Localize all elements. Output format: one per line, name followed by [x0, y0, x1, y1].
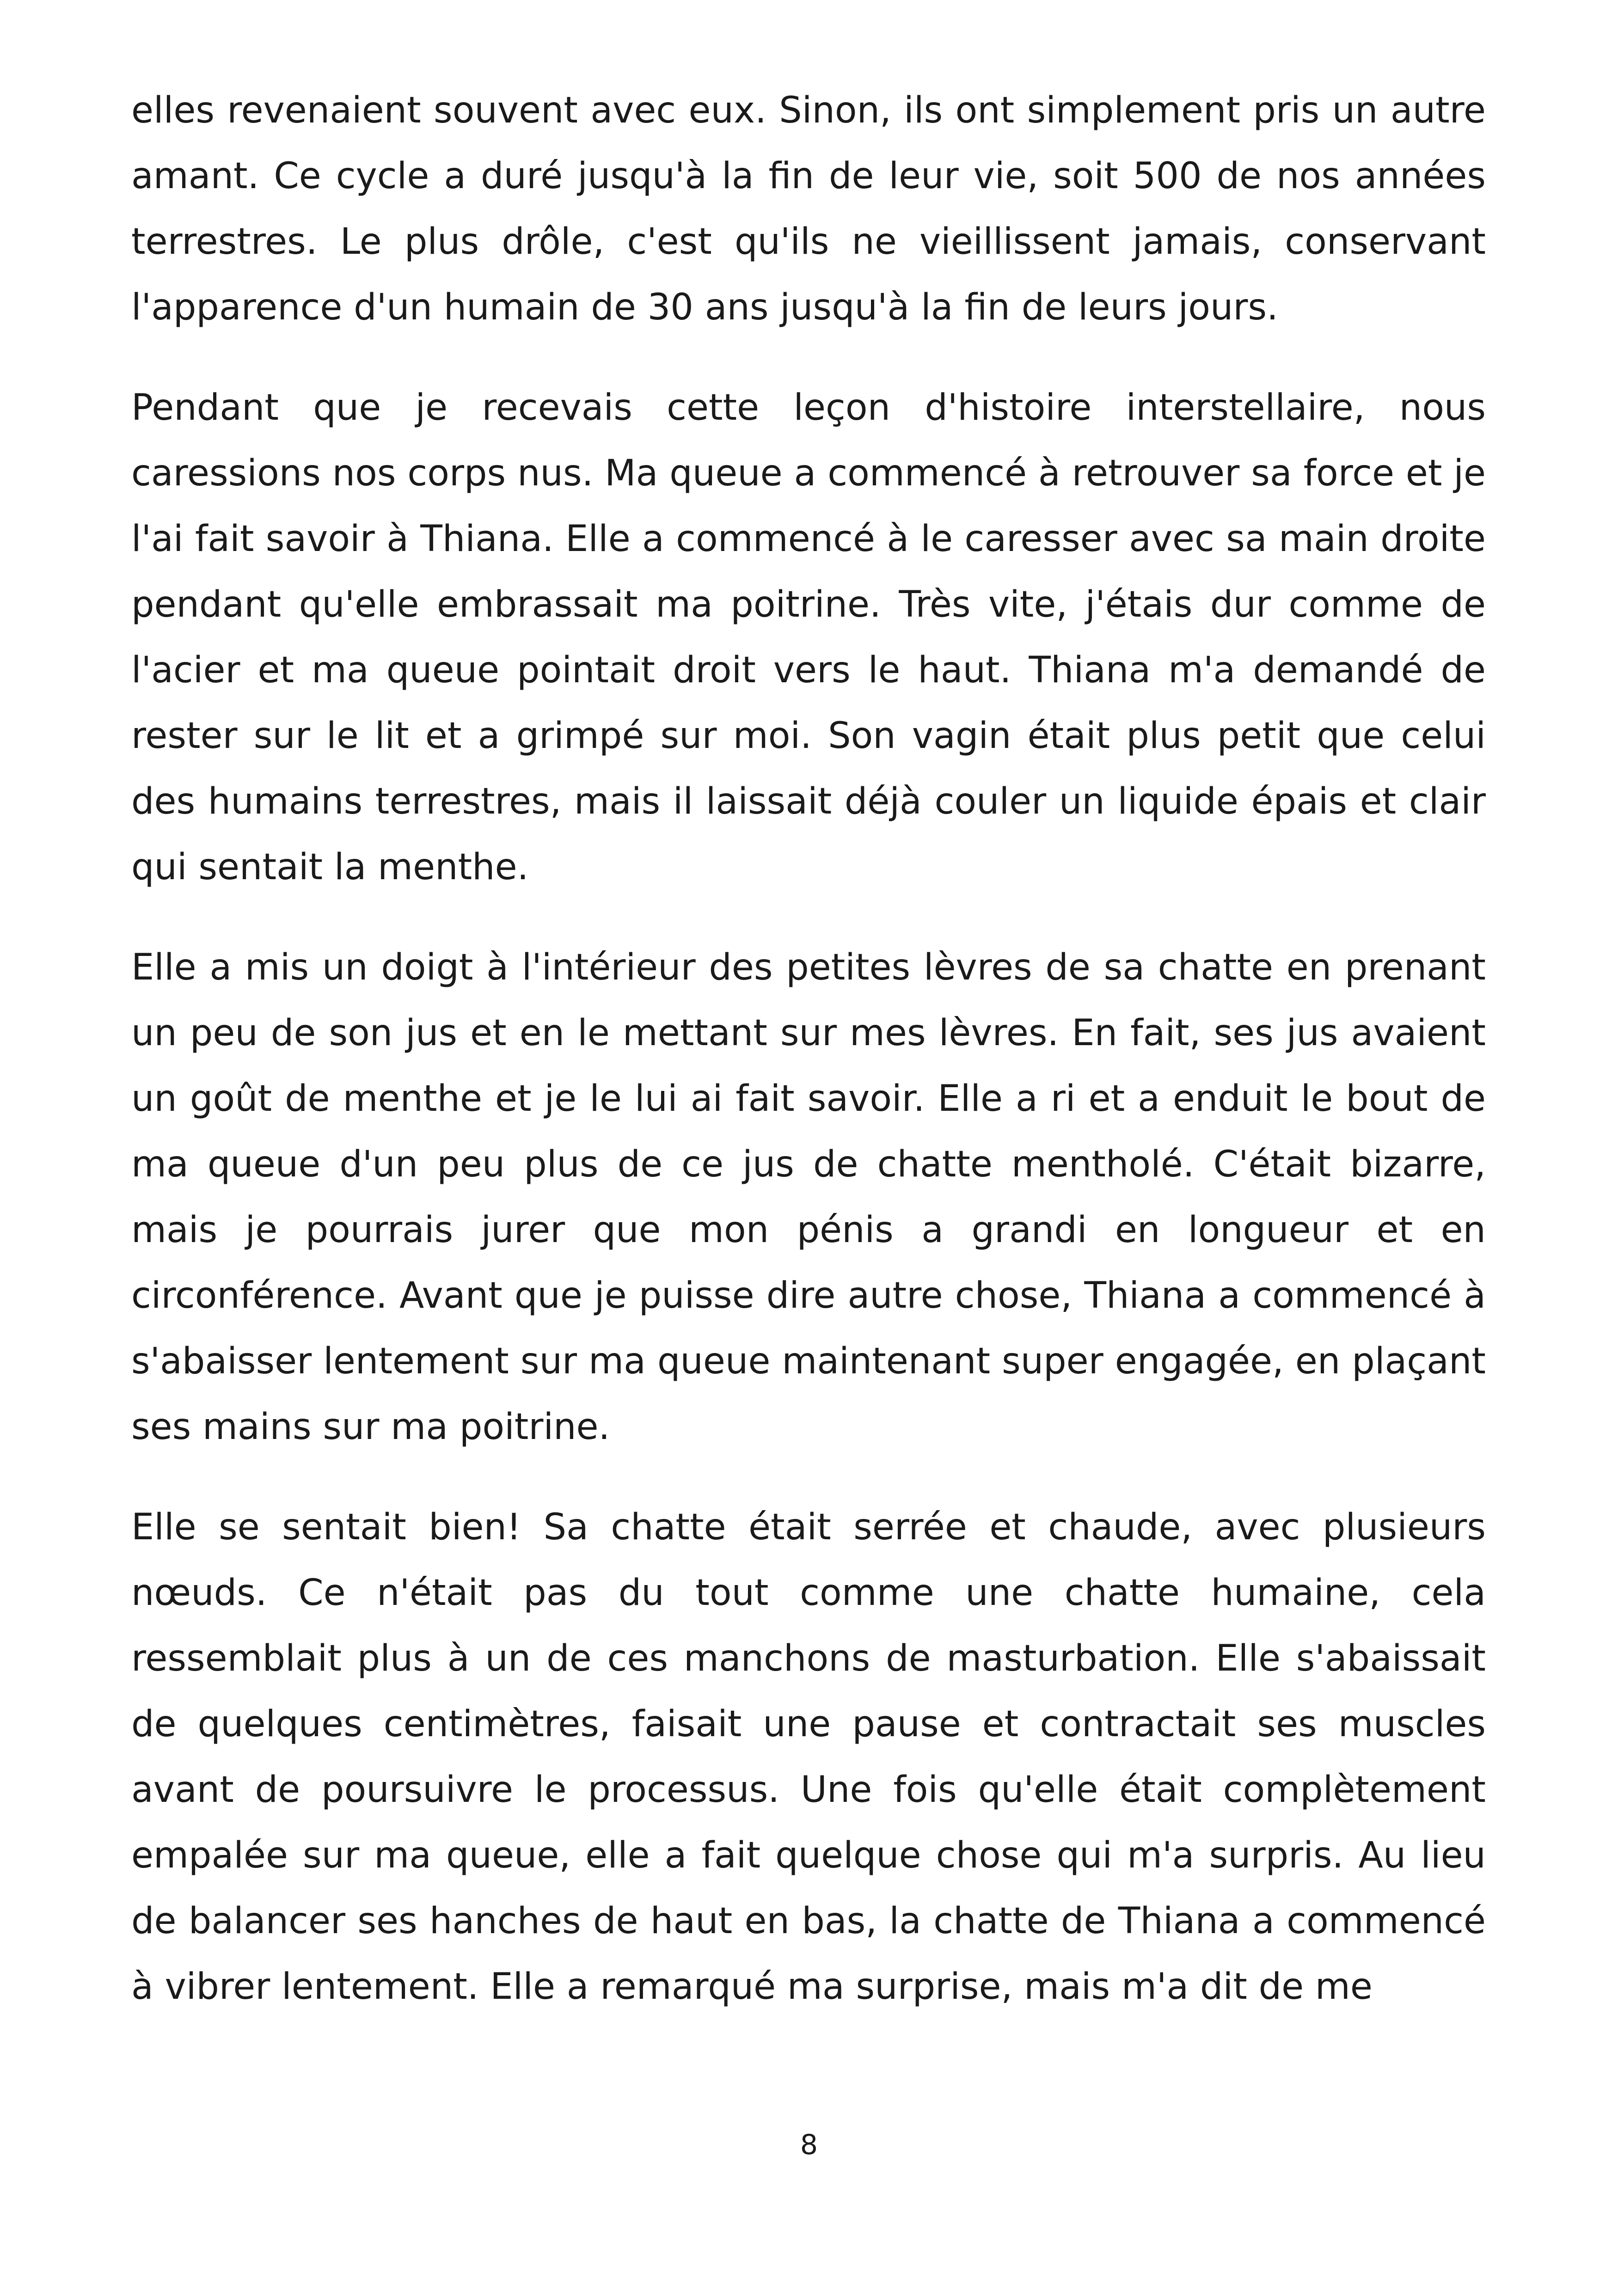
paragraph-3: Elle a mis un doigt à l'intérieur des petites lèvres de sa chatte en prenant un peu de son jus et en le mettant sur mes lèvres. En fait, ses jus avaient un goût de menthe et je le lui ai fait savoir. Elle a ri et a enduit le bout de ma queue d'un peu plus de ce jus de chatte mentholé. C'était bizarre, mais je pourrais jurer que mon pénis a grandi en longueur et en circonférence. Avant que je puisse dire autre chose, Thiana a commencé à s'abaisser lentement sur ma queue maintenant super engagée, en plaçant ses mains sur ma poitrine.: [131, 947, 1486, 1448]
body-text: [131, 78, 1486, 2054]
page-number: 8: [800, 2129, 818, 2161]
paragraph-2: Pendant que je recevais cette leçon d'histoire interstellaire, nous caressions nos corps nus. Ma queue a commencé à retrouver sa force et je l'ai fait savoir à Thiana. Elle a commencé à le caresser avec sa main droite pendant qu'elle embrassait ma poitrine. Très vite, j'étais dur comme de l'acier et ma queue pointait droit vers le haut. Thiana m'a demandé de rester sur le lit et a grimpé sur moi. Son vagin était plus petit que celui des humains terrestres, mais il laissait déjà couler un liquide épais et clair qui sentait la menthe.: [131, 387, 1486, 888]
paragraph-1: elles revenaient souvent avec eux. Sinon, ils ont simplement pris un autre amant. Ce cycle a duré jusqu'à la fin de leur vie, soit 500 de nos années terrestres. Le plus drôle, c'est qu'ils ne vieillissent jamais, conservant l'apparence d'un humain de 30 ans jusqu'à la fin de leurs jours.: [131, 90, 1486, 328]
paragraph-4: Elle se sentait bien! Sa chatte était serrée et chaude, avec plusieurs nœuds. Ce n'était pas du tout comme une chatte humaine, cela ressemblait plus à un de ces manchons de masturbation. Elle s'abaissait de quelques centimètres, faisait une pause et contractait ses muscles avant de poursuivre le processus. Une fois qu'elle était complètement empalée sur ma queue, elle a fait quelque chose qui m'a surpris. Au lieu de balancer ses hanches de haut en bas, la chatte de Thiana a commencé à vibrer lentement. Elle a remarqué ma surprise, mais m'a dit de me: [131, 1506, 1486, 2008]
